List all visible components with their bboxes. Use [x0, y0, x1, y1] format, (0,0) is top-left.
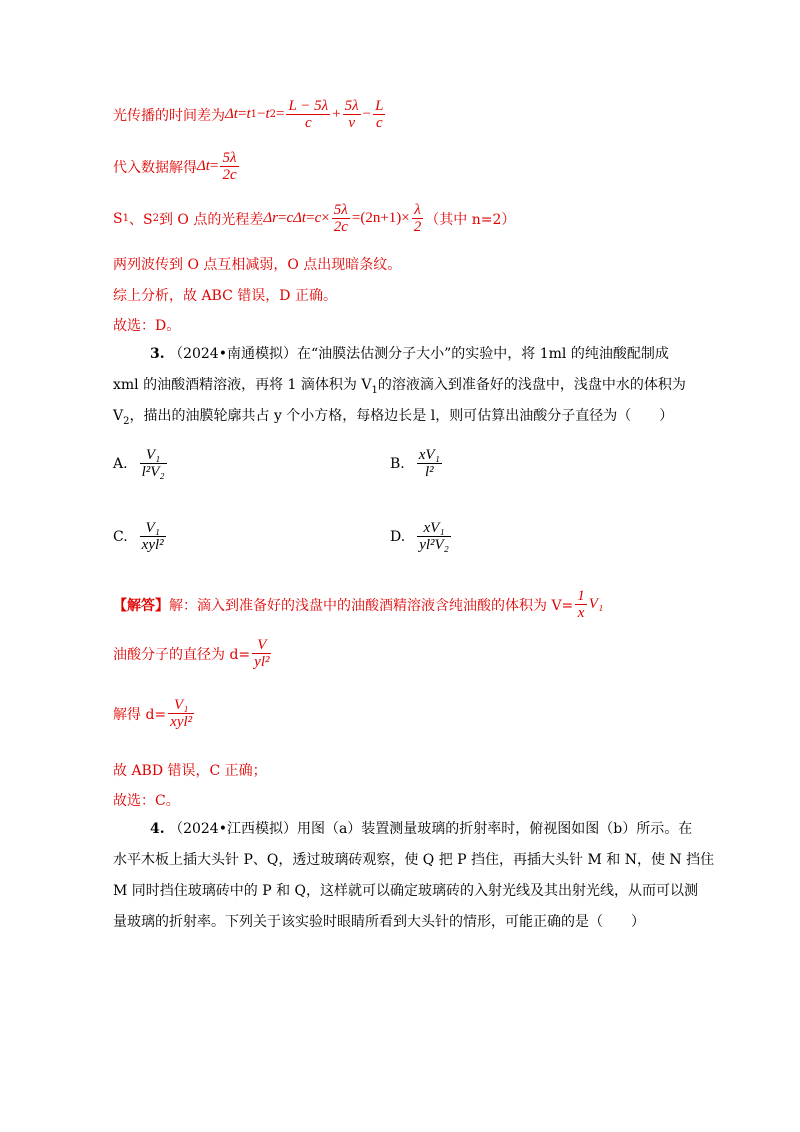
question-4-line-3: M 同时挡住玻璃砖中的 P 和 Q，这样就可以确定玻璃砖的入射光线及其出射光线，从而可以测: [113, 883, 699, 899]
t1: t: [246, 106, 251, 122]
numerator: xV₁: [417, 520, 451, 537]
denominator: xyl²: [170, 714, 193, 730]
fraction: [373, 98, 385, 131]
t1-sub: 1: [250, 109, 257, 120]
fraction: [343, 98, 361, 131]
option-label: D.: [390, 528, 406, 545]
denominator: 2: [413, 219, 422, 235]
path-text: 到 O 点的光程差: [158, 211, 264, 228]
t2-sub: 2: [269, 109, 277, 120]
answer-text: 油酸分子的直径为 d=: [113, 646, 251, 663]
fraction: [220, 150, 238, 183]
path-difference-line: [113, 202, 515, 235]
parenthesis-expr: (2n+1): [360, 210, 402, 226]
equals: =: [209, 158, 219, 174]
times: ×: [321, 210, 330, 226]
delta-t: Δt: [197, 158, 210, 174]
question-4-line-1: [150, 818, 692, 838]
numerator: V₁: [140, 447, 167, 464]
delta-r: Δr: [263, 210, 278, 226]
denominator: c: [375, 115, 383, 131]
question-text: 的溶液滴入到准备好的浅盘中，浅盘中水的体积为: [377, 377, 686, 393]
v1: V₁: [588, 596, 604, 612]
question-text: V: [113, 408, 124, 424]
denominator: l²: [424, 464, 434, 480]
fraction: [252, 637, 271, 670]
fraction: [417, 520, 451, 553]
question-text: xml 的油酸酒精溶液，再将 1 滴体积为 V: [113, 377, 372, 393]
c-delta-t: cΔt: [286, 210, 307, 226]
answer-text: 解得 d=: [113, 706, 167, 723]
option-label: C.: [113, 528, 128, 545]
equals: =: [306, 210, 315, 226]
c: c: [314, 210, 322, 226]
fraction: [417, 447, 442, 480]
fraction: [412, 202, 424, 235]
denominator: c: [305, 115, 312, 131]
plus: +: [332, 106, 341, 122]
denominator: 2c: [333, 219, 348, 235]
equals: =: [277, 210, 287, 226]
option-a[interactable]: [113, 447, 169, 480]
option-d[interactable]: [390, 520, 453, 553]
subscript: 1: [371, 384, 378, 396]
substitute-line: [113, 150, 241, 183]
fraction: [140, 447, 167, 480]
question-number: 4.: [150, 821, 165, 837]
delta-t: Δt: [225, 106, 238, 122]
denominator: v: [348, 115, 355, 131]
text-prefix: 代入数据解得: [113, 159, 197, 176]
option-b[interactable]: [390, 447, 444, 480]
answer-3-line-2: [113, 637, 273, 670]
answer-conclusion: 故 ABD 错误，C 正确；: [113, 763, 267, 779]
minus: −: [257, 106, 266, 122]
numerator: λ: [412, 202, 424, 219]
answer-3-line-1: [113, 588, 603, 621]
numerator: V₁: [140, 520, 166, 537]
equals: =: [351, 210, 361, 226]
separator: 、S: [128, 211, 153, 228]
answer-text: 解：滴入到准备好的浅盘中的油酸酒精溶液含纯油酸的体积为 V=: [169, 597, 574, 614]
fraction: [286, 98, 330, 131]
equals: =: [237, 106, 247, 122]
answer-tag: 【解答】: [113, 597, 169, 614]
denominator: xyl²: [141, 537, 164, 553]
answer-choice: 故选：C。: [113, 793, 180, 809]
time-difference-line: [113, 98, 387, 131]
question-4-line-4: 量玻璃的折射率。下列关于该实验时眼睛所看到大头针的情形，可能正确的是（ ）: [113, 914, 645, 930]
denominator: yl²V₂: [419, 537, 449, 553]
fraction: [168, 697, 194, 730]
minus: −: [362, 106, 372, 122]
times: ×: [401, 210, 410, 226]
option-c[interactable]: [113, 520, 168, 553]
question-3-line-1: [150, 343, 669, 363]
denominator: x: [577, 605, 585, 621]
numerator: 5λ: [344, 98, 359, 114]
question-3-line-2: [113, 374, 686, 396]
numerator: 5λ: [332, 202, 350, 219]
weakening-line: 两列波传到 O 点互相减弱，O 点出现暗条纹。: [113, 257, 402, 273]
s2-sub: 2: [152, 213, 159, 224]
question-number: 3.: [150, 346, 165, 362]
question-4-line-2: 水平木板上插大头针 P、Q，透过玻璃砖观察，使 Q 把 P 挡住，再插大头针 M 和 N，使 N 挡住: [113, 852, 715, 868]
numerator: V₁: [168, 697, 194, 714]
subscript: 2: [123, 415, 130, 427]
question-text: （2024•南通模拟）在“油膜法估测分子大小”的实验中，将 1ml 的纯油酸配制成: [169, 346, 669, 362]
fraction: [575, 588, 587, 621]
question-text: （2024•江西模拟）用图（a）装置测量玻璃的折射率时，俯视图如图（b）所示。在: [169, 821, 693, 837]
numerator: 1: [577, 588, 585, 604]
option-label: B.: [390, 455, 405, 472]
question-3-line-3: [113, 405, 673, 427]
numerator: 5λ: [220, 150, 238, 167]
s1-sub: 1: [122, 213, 129, 224]
numerator: V: [252, 637, 271, 654]
s-label: S: [113, 210, 123, 227]
fraction: [140, 520, 166, 553]
answer-3-line-3: [113, 697, 196, 730]
numerator: L − 5λ: [288, 98, 329, 114]
question-text: ，描出的油膜轮廓共占 y 个小方格，每格边长是 l，则可估算出油酸分子直径为（ ）: [129, 408, 674, 424]
analysis-line: 综上分析，故 ABC 错误，D 正确。: [113, 288, 337, 304]
denominator: yl²: [254, 654, 270, 670]
denominator: 2c: [222, 167, 237, 183]
denominator: l²V₂: [141, 464, 165, 480]
fraction: [332, 202, 350, 235]
t2: t: [265, 106, 270, 122]
note: （其中 n=2）: [425, 211, 516, 228]
choice-line: 故选：D。: [113, 318, 181, 334]
equals: =: [276, 106, 285, 122]
numerator: L: [375, 98, 384, 114]
numerator: xV₁: [418, 447, 440, 463]
option-label: A.: [113, 455, 128, 472]
text-prefix: 光传播的时间差为: [113, 107, 225, 124]
